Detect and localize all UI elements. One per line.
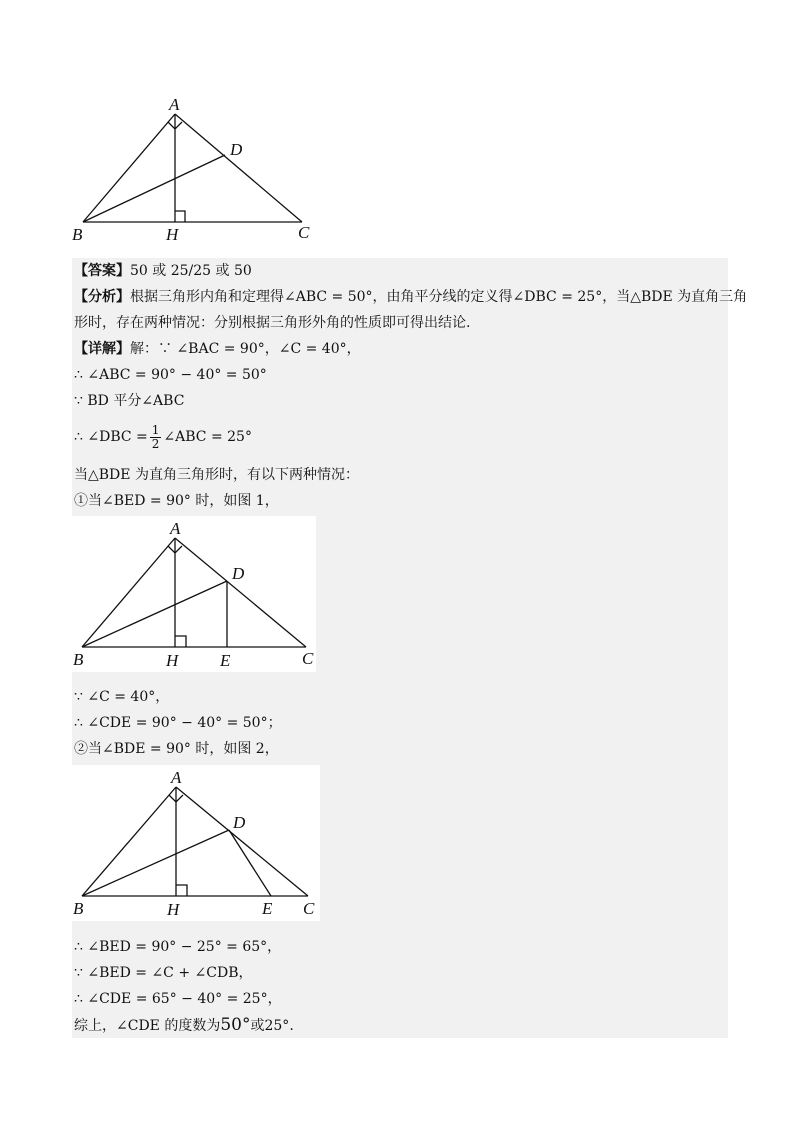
label-A: A bbox=[169, 95, 180, 114]
fig2-label-D: D bbox=[233, 813, 246, 832]
label-D: D bbox=[230, 140, 243, 159]
detail-line-6: ①当∠BED = 90° 时，如图 1， bbox=[74, 493, 279, 509]
result-value-1: 50° bbox=[220, 1015, 251, 1035]
fig1-label-H: H bbox=[166, 651, 179, 670]
fig1-label-A: A bbox=[170, 519, 181, 538]
conclusion-line: 综上，∠CDE 的度数为50°或25°. bbox=[74, 1015, 294, 1035]
fig2-label-B: B bbox=[73, 899, 84, 918]
detail-line-4: ∴ ∠DBC = $\frac{1}{2}$ ∠ABC = 25° bbox=[74, 422, 252, 451]
fig1-label-B: B bbox=[73, 650, 84, 669]
figure-2 bbox=[72, 765, 320, 921]
detail-line-1: 【详解】解：∵ ∠BAC = 90°，∠C = 40°， bbox=[74, 341, 361, 357]
fig2-label-H: H bbox=[167, 900, 180, 919]
analysis-line-2: 形时，存在两种情况：分别根据三角形外角的性质即可得出结论. bbox=[74, 315, 471, 331]
fig2-label-A: A bbox=[171, 768, 182, 787]
fig1-label-C: C bbox=[302, 649, 314, 668]
fig2-label-E: E bbox=[262, 899, 273, 918]
detail-line-5: 当△BDE 为直角三角形时，有以下两种情况： bbox=[74, 467, 359, 483]
result-value-2: 25° bbox=[264, 1018, 290, 1034]
label-B: B bbox=[72, 225, 83, 244]
analysis-line-1: 【分析】根据三角形内角和定理得∠ABC = 50°，由角平分线的定义得∠DBC = 25°，当△BDE 为直角三角 bbox=[74, 289, 748, 305]
label-H: H bbox=[166, 225, 179, 244]
detail-line-7: ∵ ∠C = 40°， bbox=[74, 689, 170, 705]
fraction-half: $\frac{1}{2}$ bbox=[151, 422, 160, 451]
detail-label: 【详解】 bbox=[74, 341, 130, 357]
answer-text: 50 或 25/25 或 50 bbox=[130, 263, 252, 279]
detail-line-2: ∴ ∠ABC = 90° − 40° = 50° bbox=[74, 367, 267, 383]
detail-line-12: ∴ ∠CDE = 65° − 40° = 25°， bbox=[74, 991, 282, 1007]
answer-label: 【答案】 bbox=[74, 263, 130, 279]
detail-line-3: ∵ BD 平分∠ABC bbox=[74, 393, 185, 409]
detail-line-9: ②当∠BDE = 90° 时，如图 2， bbox=[74, 741, 279, 757]
figure-1 bbox=[72, 516, 316, 672]
fig2-label-C: C bbox=[303, 899, 315, 918]
detail-line-10: ∴ ∠BED = 90° − 25° = 65°， bbox=[74, 939, 282, 955]
label-C: C bbox=[298, 223, 310, 242]
analysis-label: 【分析】 bbox=[74, 289, 130, 305]
fig1-label-E: E bbox=[220, 651, 231, 670]
answer-line bbox=[74, 258, 252, 284]
fig1-label-D: D bbox=[232, 564, 245, 583]
main-triangle-figure bbox=[70, 92, 330, 247]
detail-line-8: ∴ ∠CDE = 90° − 40° = 50°； bbox=[74, 715, 282, 731]
detail-line-11: ∵ ∠BED = ∠C + ∠CDB， bbox=[74, 965, 253, 981]
